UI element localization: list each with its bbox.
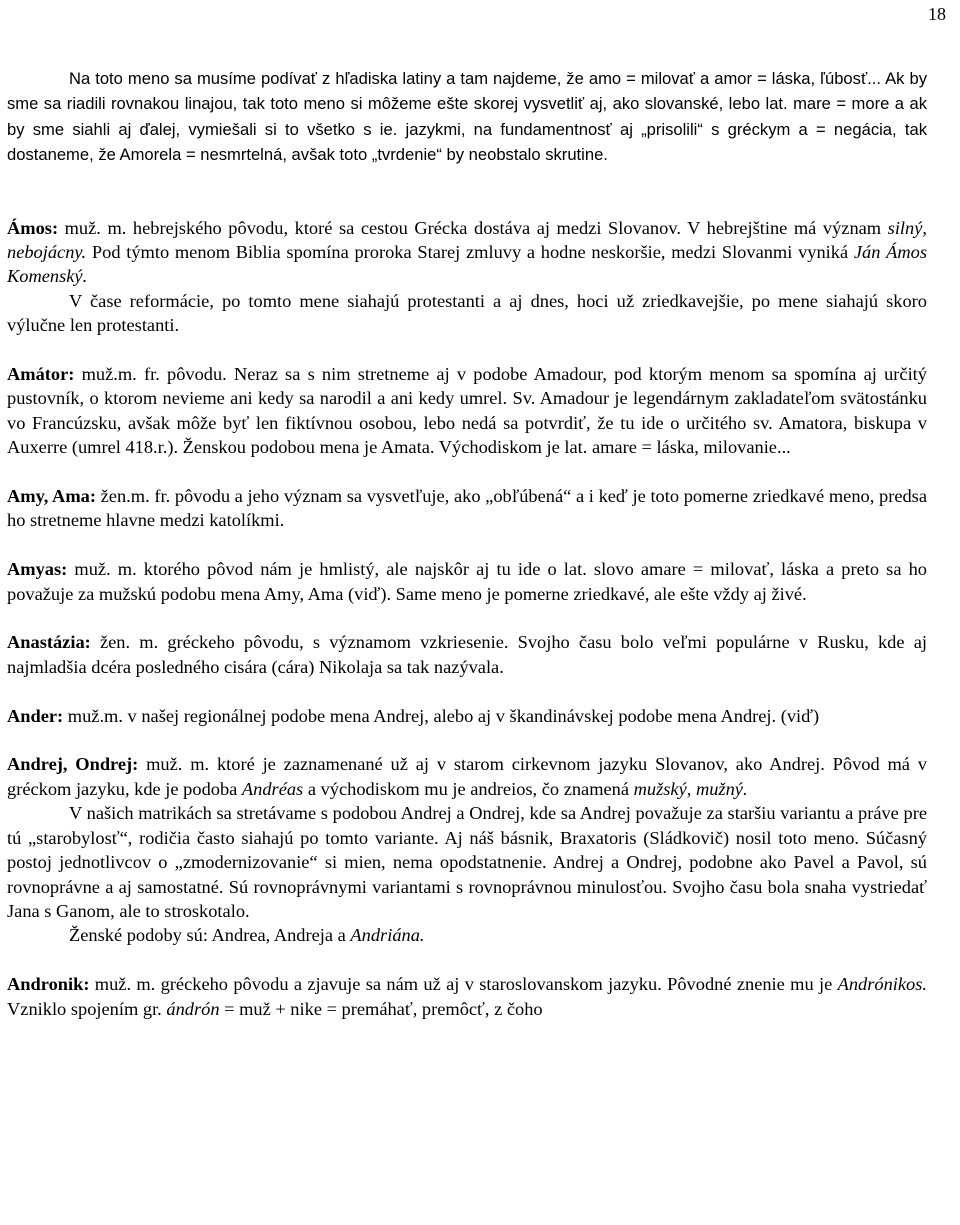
paragraph-amorela — [7, 66, 927, 168]
text-run: muž. m. ktoré je zaznamenané už aj v starom cirkevnom jazyku Slovanov, ako Andrej. Pôvod má v gréckom jazyku, kde je podoba — [7, 754, 927, 799]
text-run: žen. m. gréckeho pôvodu, s významom vzkriesenie. Svojho času bolo veľmi populárne v Rusku, kde aj najmladšia dcéra posledného cisára (cára) Nikolaja sa tak nazývala. — [7, 632, 927, 677]
paragraph-anastazia — [7, 630, 927, 679]
emphasis-text: Andréas — [241, 778, 304, 799]
text-run: a východiskom mu je andreios, čo znamená — [303, 778, 634, 799]
emphasis-text: silný, nebojácny. — [7, 217, 927, 263]
text-run: Vzniklo spojením gr. — [7, 998, 167, 1019]
entry-heading: Amyas: — [7, 559, 68, 580]
paragraph-andrej2 — [7, 801, 927, 923]
body-text — [7, 66, 927, 1021]
emphasis-text: Andrónikos. — [837, 974, 927, 995]
entry-heading: Andrej, Ondrej: — [7, 754, 139, 775]
emphasis-text: Ján Ámos Komenský. — [7, 242, 927, 287]
text-run: žen.m. fr. pôvodu a jeho význam sa vysvetľuje, ako „obľúbená“ a i keď je toto pomerne zriedkavé meno, predsa ho stretneme hlavne medzi katolíkmi. — [7, 486, 928, 531]
entry-heading: Andronik: — [7, 974, 90, 995]
entry-heading: Amátor: — [7, 364, 75, 385]
entry-heading: Anastázia: — [7, 632, 91, 653]
emphasis-text: ándrón — [166, 998, 220, 1019]
paragraph-amos2 — [7, 289, 927, 338]
emphasis-text: Andriána. — [350, 925, 425, 946]
paragraph-amator — [7, 362, 927, 460]
paragraph-andrej3 — [7, 923, 927, 947]
entry-heading: Ámos: — [7, 217, 59, 238]
text-run: muž. m. gréckeho pôvodu a zjavuje sa nám už aj v staroslovanskom jazyku. Pôvodné znenie mu je — [89, 974, 838, 995]
text-run: muž. m. ktorého pôvod nám je hmlistý, ale najskôr aj tu ide o lat. slovo amare = milovať, láska a preto sa ho považuje za mužskú podobu mena Amy, Ama (viď). Same meno je pomerne zriedkavé, ale ešte vždy aj živé. — [7, 559, 927, 604]
paragraph-andronik — [7, 972, 927, 1021]
paragraph-amyas — [7, 557, 927, 606]
text-run: V čase reformácie, po tomto mene siahajú protestanti a aj dnes, hoci už zriedkavejšie, po mene siahajú skoro výlučne len protestanti. — [7, 290, 927, 336]
entry-heading: Ander: — [7, 705, 64, 726]
paragraph-amy — [7, 484, 927, 533]
paragraph-andrej — [7, 752, 927, 801]
paragraph-ander — [7, 704, 927, 728]
text-run: Na toto meno sa musíme podívať z hľadiska latiny a tam najdeme, že amo = milovať a amor = láska, ľúbosť... Ak by sme sa riadili rovnakou linajou, tak toto meno si môžeme ešte skorej vysvetliť aj, ako slovanské, lebo lat. mare = more a ak by sme siahli aj ďalej, vymiešali si to všetko s ie. jazykmi, na fundamentnosť aj „prisolili“ s gréckym a = negácia, tak dostaneme, že Amorela = nesmrtelná, avšak toto „tvrdenie“ by neobstalo skrutine. — [7, 69, 927, 165]
text-run: muž. m. hebrejského pôvodu, ktoré sa cestou Grécka dostáva aj medzi Slovanov. V hebrejštine má význam — [58, 217, 888, 238]
paragraph-amos — [7, 216, 927, 289]
page-number: 18 — [928, 4, 946, 24]
text-run: Pod týmto menom Biblia spomína proroka Starej zmluvy a hodne neskoršie, medzi Slovanmi vyniká — [86, 242, 854, 263]
text-run: muž.m. fr. pôvodu. Neraz sa s nim stretneme aj v podobe Amadour, pod ktorým menom sa spomína aj určitý pustovník, o ktorom nevieme ani kedy sa narodil a ani kedy umrel. Sv. Amadour je legendárnym zakladateľom svätostánku vo Francúzsku, avšak môže byť len fiktívnou osobou, lebo nedá sa potvrdiť, že tu ide o určitého sv. Amatora, biskupa v Auxerre (umrel 418.r.). Ženskou podobou mena je Amata. Východiskom je lat. amare = láska, milovanie... — [7, 364, 927, 458]
text-run: Ženské podoby sú: Andrea, Andreja a — [69, 925, 351, 946]
text-run: = muž + nike = premáhať, premôcť, z čoho — [219, 998, 543, 1019]
emphasis-text: mužský, mužný. — [633, 778, 748, 799]
text-run: V našich matrikách sa stretávame s podobou Andrej a Ondrej, kde sa Andrej považuje za staršiu variantu a práve pre tú „starobylosť“, rodičia často siahajú po tomto variante. Aj náš básnik, Braxatoris (Sládkovič) nosil toto meno. Súčasný postoj jednotlivcov o „zmodernizovanie“ si mien, nema opodstatnenie. Andrej a Ondrej, podobne ako Pavel a Pavol, sú rovnoprávne a aj samostatné. Sú rovnoprávnymi variantami s rovnoprávnou minulosťou. Svojho času bola snaha vystriedať Jana s Ganom, ale to stroskotalo. — [7, 803, 927, 921]
entry-heading: Amy, Ama: — [7, 486, 96, 507]
text-run: muž.m. v našej regionálnej podobe mena Andrej, alebo aj v škandinávskej podobe mena Andrej. (viď) — [63, 705, 820, 726]
